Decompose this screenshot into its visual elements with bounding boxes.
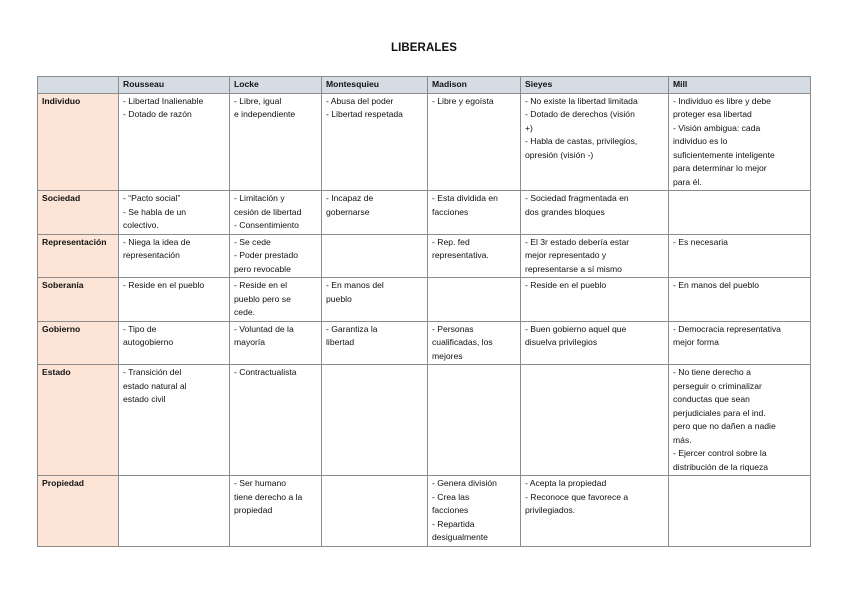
cell-line: - Reside en el pueblo (525, 280, 607, 290)
cell-line: - Reconoce que favorece a (525, 491, 629, 502)
liberales-table (37, 76, 811, 547)
cell-line: suficientemente inteligente (673, 149, 775, 160)
cell-line: - Abusa del poder (326, 95, 394, 106)
cell-line: - Libre, igual (234, 95, 282, 106)
cell-line: distribución de la riqueza (673, 461, 769, 472)
table-row-sociedad (38, 191, 811, 235)
cell-line: mayoría (234, 337, 266, 347)
table-cell (669, 93, 811, 191)
row-header: Estado (38, 365, 119, 476)
row-header: Individuo (38, 93, 119, 191)
cell-line: privilegiados. (525, 505, 576, 515)
table-cell (521, 93, 669, 191)
table-row-propiedad (38, 476, 811, 547)
row-header: Gobierno (38, 321, 119, 365)
cell-line: e independiente (234, 109, 296, 119)
cell-line: para determinar lo mejor (673, 163, 767, 173)
table-cell (230, 321, 322, 365)
table-cell (230, 191, 322, 235)
table-cell (119, 476, 230, 547)
cell-line: - Dotado de razón (123, 109, 192, 119)
table-cell (119, 278, 230, 322)
table-cell (230, 476, 322, 547)
cell-line: pueblo pero se (234, 293, 291, 304)
cell-line: - Esta dividida en (432, 193, 498, 203)
table-cell (119, 234, 230, 278)
cell-line: estado civil (123, 394, 166, 404)
cell-line: - Habla de castas, privilegios, (525, 136, 638, 146)
table-row-individuo (38, 93, 811, 191)
cell-line: - No existe la libertad limitada (525, 95, 638, 106)
cell-line: opresión (visión -) (525, 149, 594, 160)
cell-line: - Reside en el pueblo (123, 280, 205, 290)
row-header: Representación (38, 234, 119, 278)
cell-line: - El 3r estado debería estar (525, 236, 630, 247)
table-row-estado (38, 365, 811, 476)
table-cell (119, 321, 230, 365)
table-cell (669, 476, 811, 547)
table-cell (230, 93, 322, 191)
cell-line: disuelva privilegios (525, 337, 598, 347)
row-header: Sociedad (38, 191, 119, 235)
table-cell (322, 278, 428, 322)
table-cell (230, 278, 322, 322)
page-title: LIBERALES (390, 42, 458, 54)
column-header: Madison (428, 77, 521, 94)
table-cell (669, 234, 811, 278)
cell-line: - Niega la idea de (123, 236, 191, 247)
cell-line: - Libertad respetada (326, 109, 403, 119)
cell-line: - Es necesaria (673, 236, 728, 247)
cell-line: estado natural al (123, 380, 187, 391)
cell-line: - Sociedad fragmentada en (525, 193, 629, 203)
table-cell (428, 321, 521, 365)
cell-line: - Ejercer control sobre la (673, 448, 767, 458)
cell-line: pero que no dañen a nadie (673, 421, 776, 431)
column-header: Locke (230, 77, 322, 94)
cell-line: representación (123, 250, 180, 260)
table-cell (230, 365, 322, 476)
table-cell (322, 191, 428, 235)
table-cell (322, 365, 428, 476)
cell-line: - Voluntad de la (234, 323, 294, 334)
table-row-soberanía (38, 278, 811, 322)
cell-line: cesión de libertad (234, 206, 302, 217)
column-header: Rousseau (119, 77, 230, 94)
cell-line: - Se habla de un (123, 206, 187, 217)
cell-line: - Tipo de (123, 323, 157, 334)
corner-cell (38, 77, 119, 94)
table-cell (230, 234, 322, 278)
cell-line: individuo es lo (673, 136, 728, 146)
cell-line: autogobierno (123, 337, 174, 347)
table-cell (521, 365, 669, 476)
cell-line: mejores (432, 350, 463, 361)
cell-line: conductas que sean (673, 394, 750, 404)
cell-line: - “Pacto social” (123, 193, 181, 203)
column-header: Mill (669, 77, 811, 94)
table-cell (322, 476, 428, 547)
row-header: Soberanía (38, 278, 119, 322)
cell-line: perseguir o criminalizar (673, 380, 762, 391)
cell-line: - Libre y egoísta (432, 95, 494, 106)
table-cell (428, 234, 521, 278)
cell-line: - En manos del (326, 280, 384, 290)
cell-line: - Crea las (432, 491, 470, 502)
table-row-representación (38, 234, 811, 278)
table-row-gobierno (38, 321, 811, 365)
cell-line: pero revocable (234, 263, 291, 274)
cell-line: - Repartida (432, 518, 475, 529)
cell-line: - Poder prestado (234, 250, 299, 260)
column-header: Montesquieu (322, 77, 428, 94)
cell-line: - Democracia representativa (673, 323, 781, 334)
table-cell (521, 278, 669, 322)
table-cell (322, 93, 428, 191)
cell-line: - Transición del (123, 367, 182, 377)
cell-line: facciones (432, 505, 469, 515)
cell-line: - Visión ambigua: cada (673, 122, 761, 133)
cell-line: colectivo. (123, 220, 159, 230)
table-cell (322, 234, 428, 278)
cell-line: gobernarse (326, 206, 370, 217)
table-cell (521, 234, 669, 278)
cell-line: - No tiene derecho a (673, 367, 751, 377)
cell-line: - Libertad Inalienable (123, 95, 204, 106)
table-cell (521, 321, 669, 365)
cell-line: más. (673, 434, 692, 445)
table-cell (428, 476, 521, 547)
table-cell (521, 476, 669, 547)
cell-line: cede. (234, 307, 256, 317)
cell-line: - Rep. fed (432, 236, 470, 247)
cell-line: cualificadas, los (432, 337, 493, 347)
cell-line: libertad (326, 337, 355, 347)
cell-line: - Genera división (432, 478, 497, 488)
cell-line: representarse a sí mismo (525, 263, 622, 274)
table-cell (322, 321, 428, 365)
cell-line: - Consentimiento (234, 220, 299, 230)
table-cell (428, 93, 521, 191)
cell-line: proteger esa libertad (673, 109, 752, 119)
cell-line: - Ser humano (234, 478, 287, 488)
cell-line: tiene derecho a la (234, 491, 303, 502)
cell-line: - En manos del pueblo (673, 280, 759, 290)
cell-line: - Incapaz de (326, 193, 374, 203)
table-cell (669, 191, 811, 235)
cell-line: - Buen gobierno aquel que (525, 323, 627, 334)
column-header: Sieyes (521, 77, 669, 94)
cell-line: - Contractualista (234, 367, 297, 377)
cell-line: +) (525, 122, 533, 133)
table-cell (119, 365, 230, 476)
cell-line: - Dotado de derechos (visión (525, 109, 635, 119)
table-cell (119, 93, 230, 191)
cell-line: - Limitación y (234, 193, 285, 203)
cell-line: facciones (432, 206, 469, 217)
cell-line: dos grandes bloques (525, 206, 605, 217)
table-cell (428, 191, 521, 235)
cell-line: - Acepta la propiedad (525, 478, 607, 488)
cell-line: mejor forma (673, 337, 719, 347)
header-row (38, 77, 811, 94)
table-cell (669, 365, 811, 476)
cell-line: - Se cede (234, 236, 271, 247)
table-cell (521, 191, 669, 235)
table-cell (119, 191, 230, 235)
cell-line: perjudiciales para el ind. (673, 407, 766, 418)
table-cell (428, 278, 521, 322)
cell-line: mejor representado y (525, 250, 607, 260)
table-cell (669, 278, 811, 322)
cell-line: desigualmente (432, 532, 488, 542)
table-cell (669, 321, 811, 365)
table-cell (428, 365, 521, 476)
cell-line: para él. (673, 176, 702, 187)
cell-line: - Personas (432, 323, 474, 334)
cell-line: propiedad (234, 505, 273, 515)
cell-line: - Garantiza la (326, 323, 378, 334)
cell-line: pueblo (326, 293, 352, 304)
row-header: Propiedad (38, 476, 119, 547)
cell-line: - Reside en el (234, 280, 288, 290)
cell-line: representativa. (432, 250, 489, 260)
cell-line: - Individuo es libre y debe (673, 95, 771, 106)
